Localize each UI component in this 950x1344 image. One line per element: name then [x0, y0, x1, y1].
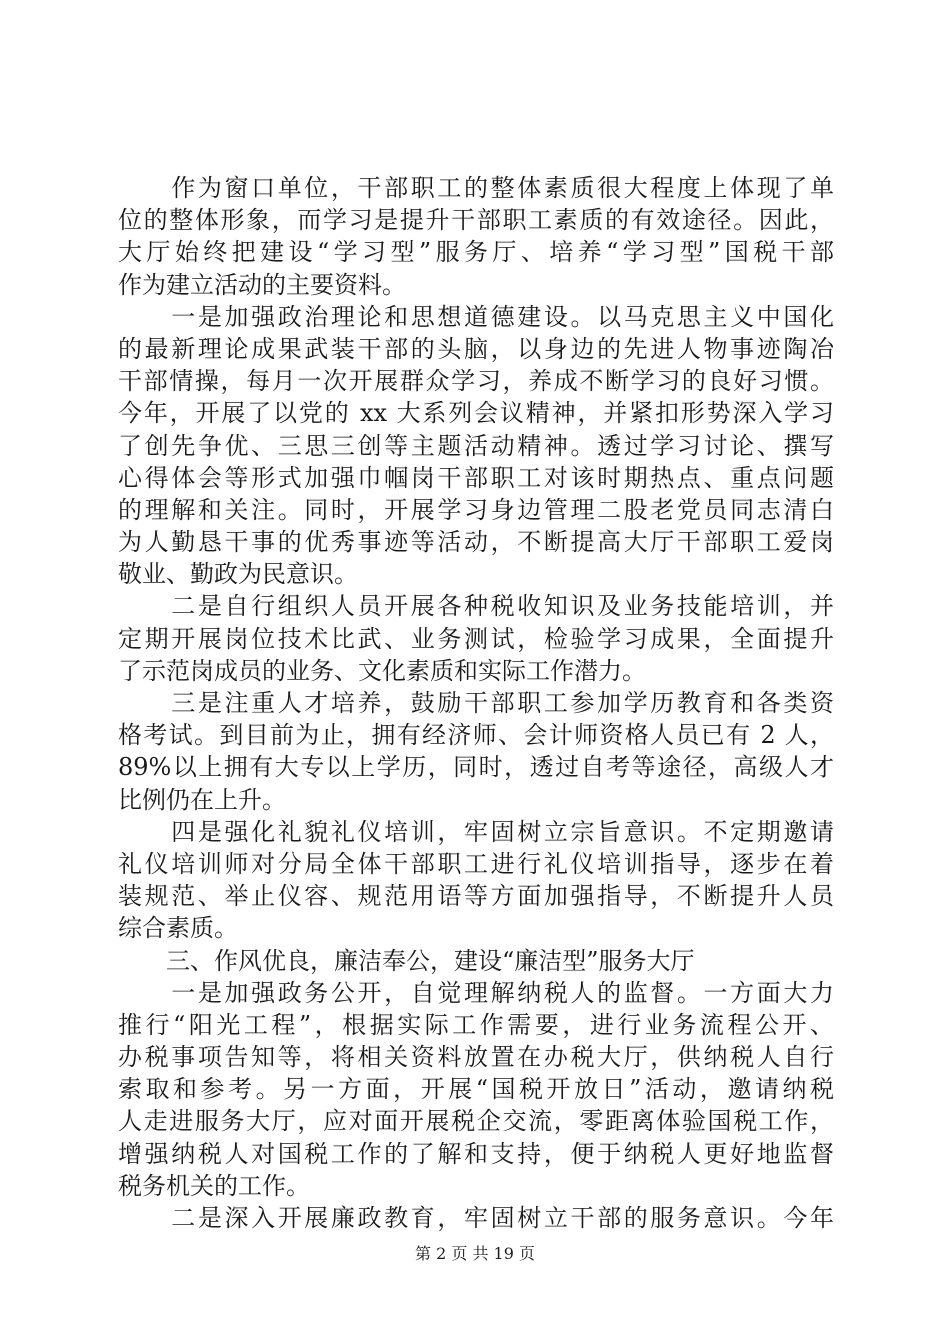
document-body: [118, 172, 834, 1234]
text-line: 礼仪培训师对分局全体干部职工进行礼仪培训指导，逐步在着: [118, 849, 834, 878]
text-line: 综合素质。: [118, 914, 238, 943]
text-line: 二是自行组织人员开展各种税收知识及业务技能培训，并: [118, 592, 834, 621]
text-line: 一是加强政治理论和思想道德建设。以马克思主义中国化: [118, 302, 834, 331]
text-line: 二是深入开展廉政教育，牢固树立干部的服务意识。今年: [118, 1204, 834, 1232]
text-line: 89%以上拥有大专以上学历，同时，透过自考等途径，高级人才: [118, 753, 834, 782]
text-line: 装规范、举止仪容、规范用语等方面加强指导，不断提升人员: [118, 882, 834, 911]
text-line: 人走进服务大厅，应对面开展税企交流，零距离体验国税工作，: [118, 1107, 834, 1136]
text-line: 四是强化礼貌礼仪培训，牢固树立宗旨意识。不定期邀请: [118, 817, 834, 846]
text-line: 作为窗口单位，干部职工的整体素质很大程度上体现了单: [118, 174, 834, 202]
text-line: 位的整体形象，而学习是提升干部职工素质的有效途径。因此，: [118, 206, 834, 235]
text-line: 定期开展岗位技术比武、业务测试，检验学习成果，全面提升: [118, 624, 834, 653]
text-line: 干部情操，每月一次开展群众学习，养成不断学习的良好习惯。: [118, 367, 834, 396]
text-line: 的最新理论成果武装干部的头脑，以身边的先进人物事迹陶冶: [118, 334, 834, 363]
text-line: 比例仍在上升。: [118, 785, 286, 814]
text-line: 的理解和关注。同时，开展学习身边管理二股老党员同志清白: [118, 495, 834, 524]
text-line: 办税事项告知等，将相关资料放置在办税大厅，供纳税人自行: [118, 1043, 834, 1072]
text-line: 敬业、勤政为民意识。: [118, 560, 358, 589]
text-line: 三、作风优良，廉洁奉公，建设“廉洁型”服务大厅: [118, 946, 695, 975]
text-line: 一是加强政务公开，自觉理解纳税人的监督。一方面大力: [118, 978, 834, 1007]
text-line: 大厅始终把建设“学习型”服务厅、培养“学习型”国税干部: [118, 238, 834, 267]
text-line: 作为建立活动的主要资料。: [118, 270, 406, 299]
text-line: 了示范岗成员的业务、文化素质和实际工作潜力。: [118, 656, 646, 685]
text-line: 心得体会等形式加强巾帼岗干部职工对该时期热点、重点问题: [118, 463, 834, 492]
text-line: 今年，开展了以党的 xx 大系列会议精神，并紧扣形势深入学习: [118, 399, 834, 428]
page-footer: 第 2 页 共 19 页: [415, 1244, 535, 1263]
text-line: 推行“阳光工程”，根据实际工作需要，进行业务流程公开、: [118, 1010, 834, 1039]
text-line: 增强纳税人对国税工作的了解和支持，便于纳税人更好地监督: [118, 1139, 834, 1168]
text-line: 格考试。到目前为止，拥有经济师、会计师资格人员已有 2 人，: [118, 721, 834, 750]
text-line: 了创先争优、三思三创等主题活动精神。透过学习讨论、撰写: [118, 431, 834, 460]
text-line: 税务机关的工作。: [118, 1171, 310, 1200]
text-line: 索取和参考。另一方面，开展“国税开放日”活动，邀请纳税: [118, 1075, 834, 1104]
text-line: 为人勤恳干事的优秀事迹等活动，不断提高大厅干部职工爱岗: [118, 528, 834, 557]
text-line: 三是注重人才培养，鼓励干部职工参加学历教育和各类资: [118, 689, 834, 717]
